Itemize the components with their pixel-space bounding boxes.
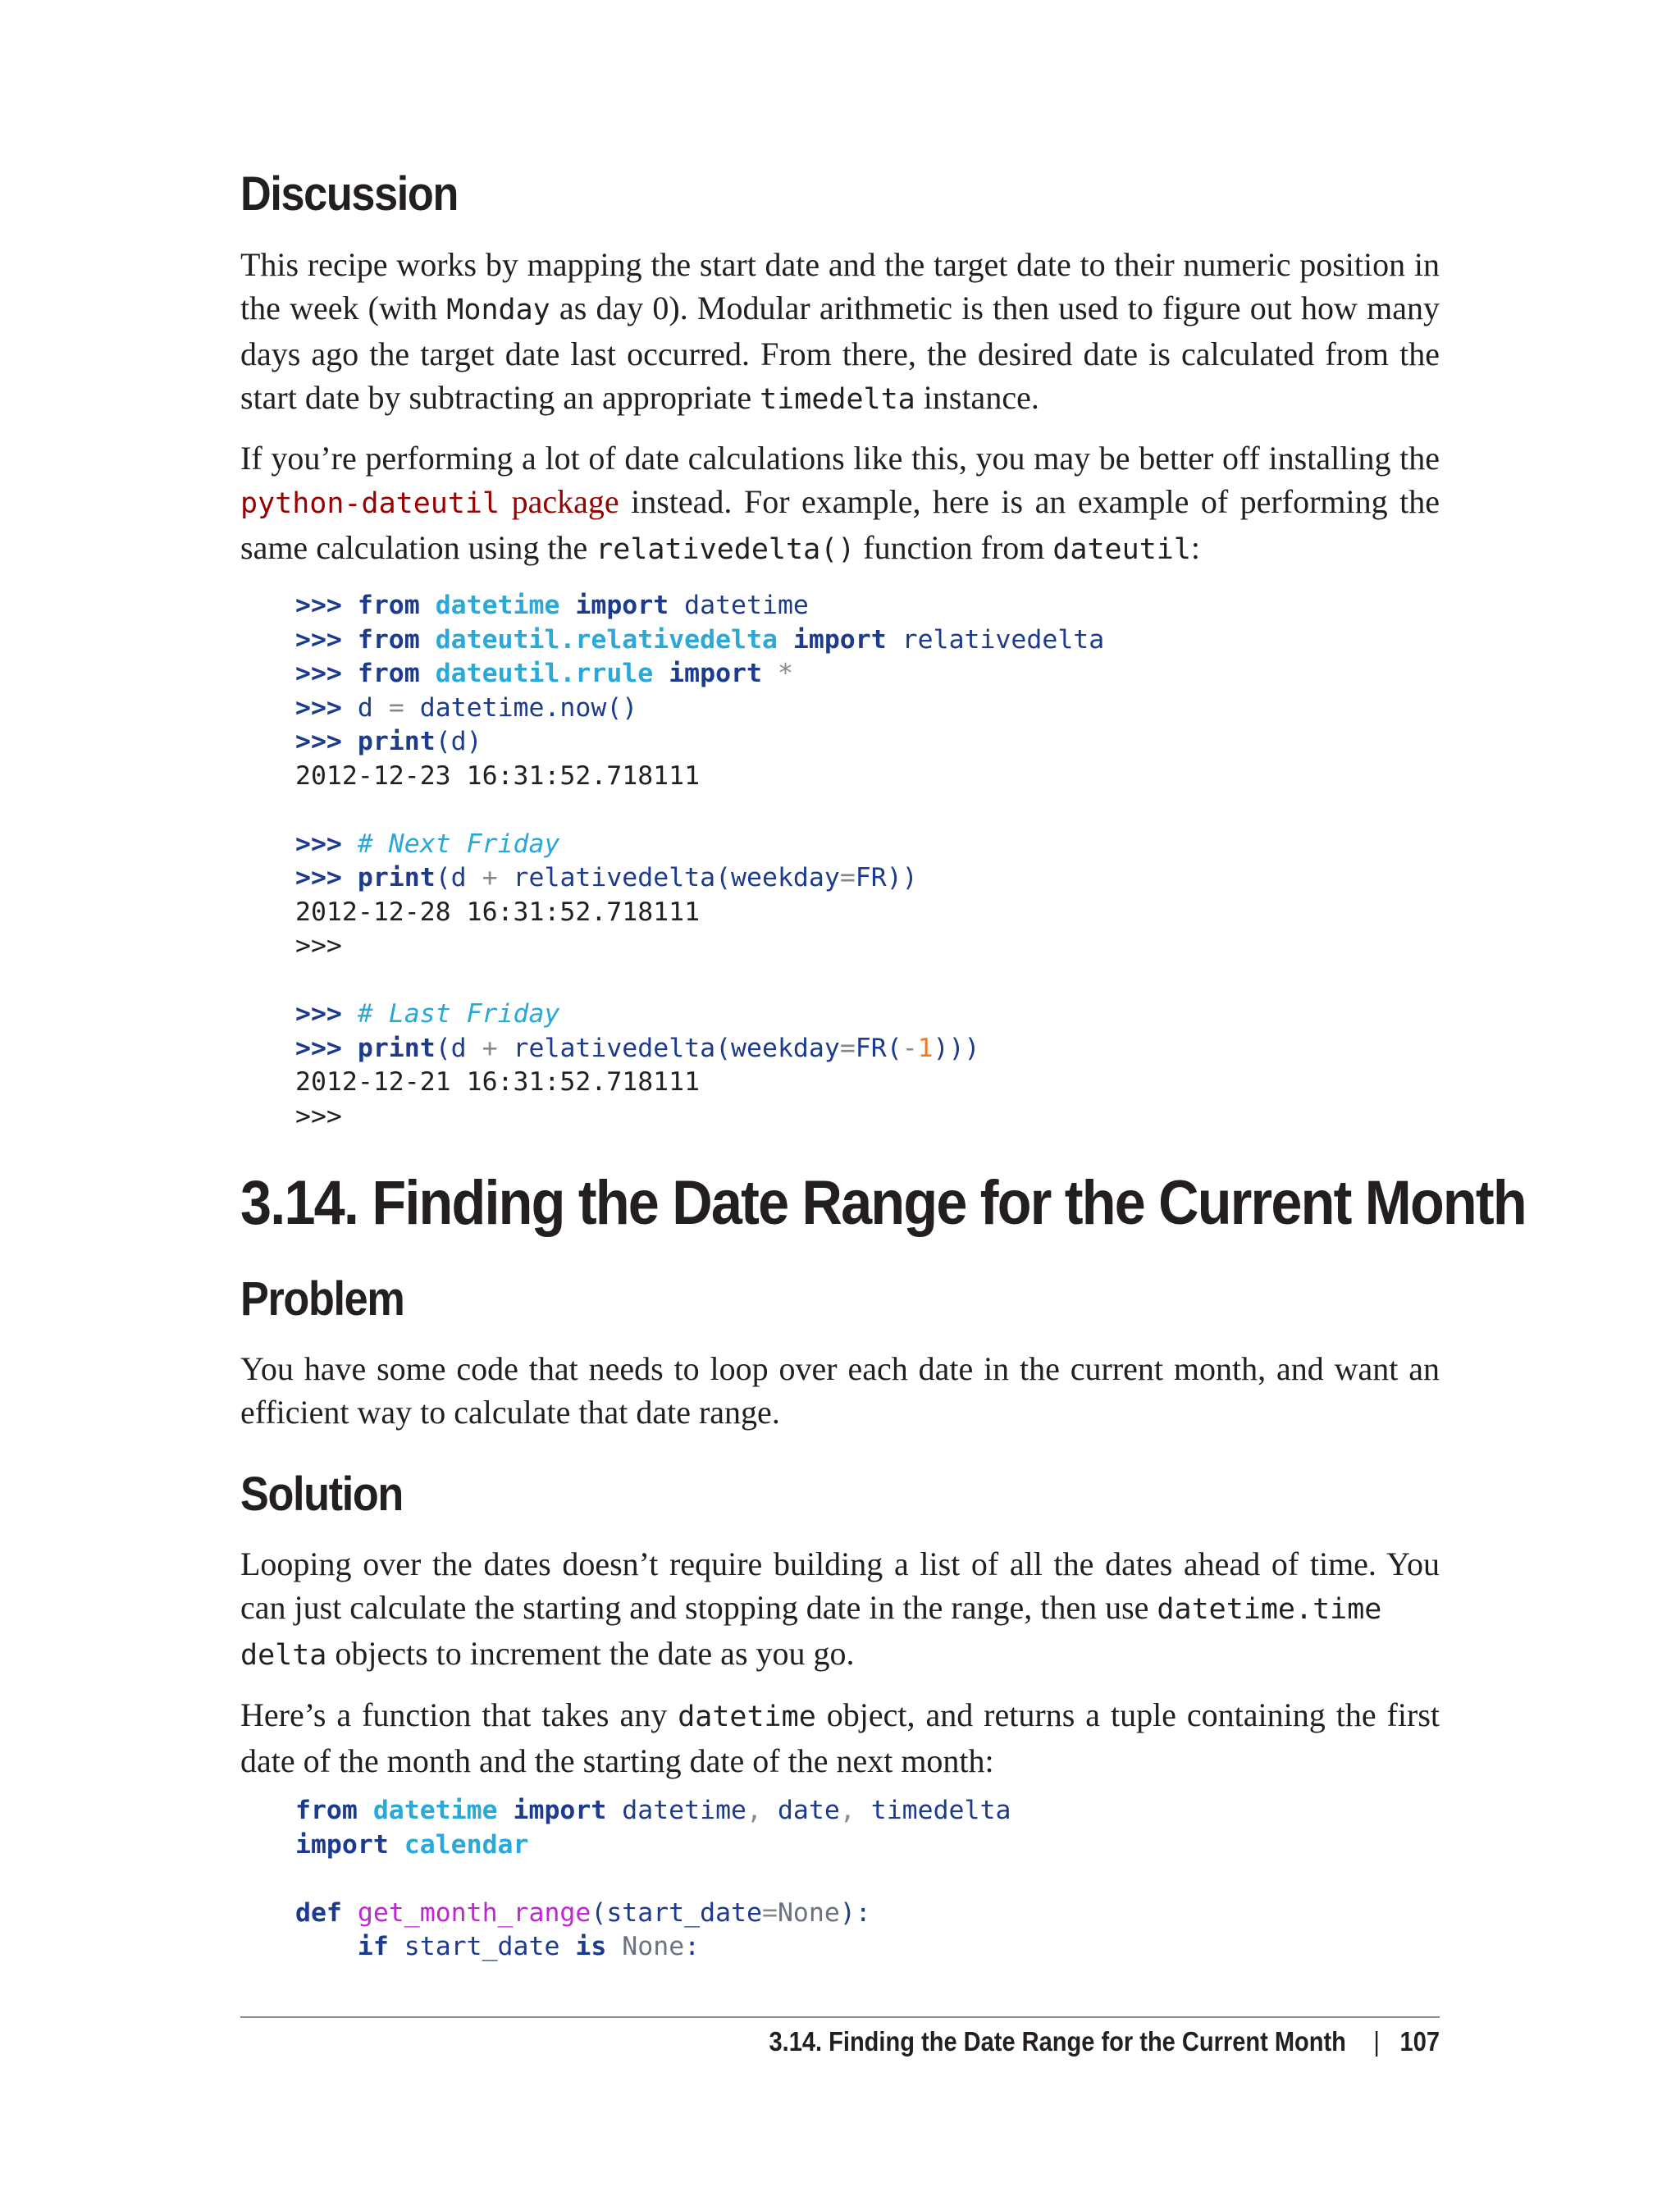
builtin: print [357,1033,436,1063]
python-dateutil-link[interactable] [240,483,619,520]
inline-code: datetime.time [1157,1593,1382,1626]
constant: None [777,1897,840,1928]
keyword: is [575,1932,607,1961]
name: d [357,692,373,723]
prompt: >>> [295,591,342,620]
discussion-paragraph-1 [240,243,1440,422]
name: date [777,1796,840,1825]
recipe-title-block [240,1168,1526,1238]
text-span: instance. [915,379,1039,416]
inline-code: relativedelta() [596,533,856,566]
text-span: function from [855,529,1053,566]
text-span: Looping over the dates doesn’t require building a list of all the dates ahead of time. You can just calculate the starting and stopping date in the range, then use [240,1545,1440,1626]
inline-code: datetime [678,1701,816,1733]
name: (d [435,1033,467,1063]
operator: * [777,659,793,688]
solution-paragraph-2 [240,1693,1440,1783]
name: FR( [855,1033,902,1063]
keyword: import [295,1829,389,1860]
keyword: import [513,1796,607,1825]
name: datetime [684,591,809,620]
text-span: objects to increment the date as you go. [326,1635,855,1672]
keyword: def [295,1897,342,1928]
code-block-dateutil-example [295,589,1104,1134]
punctuation: , [839,1796,856,1825]
prompt: >>> [295,999,342,1029]
name: relativedelta(weekday [513,1033,840,1063]
inline-code: delta [240,1639,327,1672]
name: FR)) [855,863,918,892]
name: relativedelta(weekday [513,863,840,892]
constant: None [622,1932,685,1961]
text-span: object, and returns a tuple containing the first date of the month and the starting date of the next month: [240,1696,1440,1779]
solution-heading: Solution [240,1468,403,1521]
module: dateutil.rrule [435,659,654,688]
prompt: >>> [295,692,342,723]
punctuation: ): [839,1897,871,1928]
text-span: instead. For example, here is an example of performing the same calculation using the [240,483,1440,566]
name: ))) [933,1033,980,1063]
function-name: get_month_range [357,1897,591,1928]
keyword: import [792,624,887,655]
keyword: if [357,1932,389,1961]
text-span: This recipe works by mapping the start date and the target date to their numeric position in the week (with [240,246,1440,326]
keyword: import [575,591,669,620]
keyword: from [357,624,420,655]
code-block-get-month-range [295,1794,1011,1965]
footer-separator: | [1373,2026,1380,2057]
problem-paragraph [240,1347,1440,1434]
module: dateutil.relativedelta [435,624,778,655]
number: 1 [917,1033,934,1063]
name: (d [435,863,467,892]
name: (d) [435,727,482,756]
name: .now() [544,692,638,723]
name: datetime [419,692,545,723]
name: start_date [404,1932,560,1961]
text-span: : [1190,529,1201,566]
operator: + [482,863,498,892]
name: relativedelta [902,624,1105,655]
page-footer [769,2026,1440,2057]
module: calendar [404,1829,529,1860]
solution-section [240,1468,1440,1521]
text-span: If you’re performing a lot of date calculations like this, you may be better off installing the [240,440,1440,477]
problem-heading: Problem [240,1272,404,1326]
discussion-heading: Discussion [240,167,458,221]
name: timedelta [870,1796,1011,1825]
prompt: >>> [295,624,342,655]
module: datetime [435,591,560,620]
keyword: from [357,591,420,620]
output-line: 2012-12-23 16:31:52.718111 [295,760,701,791]
prompt: >>> [295,863,342,892]
comment: # Next Friday [357,829,560,859]
recipe-title: 3.14. Finding the Date Range for the Current Month [240,1168,1526,1238]
text-span: as day 0). Modular arithmetic is then used to figure out how many days ago the target date last occurred. From there, the desired date is calculated from the start date by subtracting an appropriate [240,290,1440,416]
operator: = [839,1033,856,1063]
prompt-output: >>> [295,1101,342,1131]
prompt-output: >>> [295,931,342,961]
link-text[interactable]: package [500,483,619,520]
prompt: >>> [295,727,342,756]
discussion-section [240,168,1440,221]
punctuation: , [746,1796,762,1825]
name: (start_date [591,1897,762,1928]
keyword: from [357,659,420,688]
problem-text: You have some code that needs to loop over each date in the current month, and want an efficient way to calculate that date range. [240,1350,1440,1431]
page-number: 107 [1399,2026,1440,2057]
module: datetime [372,1796,498,1825]
name: datetime [622,1796,746,1825]
operator: + [482,1033,498,1063]
comment: # Last Friday [357,999,560,1029]
output-line: 2012-12-28 16:31:52.718111 [295,897,701,927]
prompt: >>> [295,1033,342,1063]
problem-section [240,1273,1440,1326]
keyword: import [669,659,762,688]
inline-code: dateutil [1052,533,1191,566]
prompt: >>> [295,829,342,859]
operator: = [388,692,404,723]
keyword: from [295,1796,358,1825]
builtin: print [357,727,436,756]
inline-code: Monday [446,294,550,326]
operator: = [761,1897,778,1928]
operator: = [839,863,856,892]
solution-paragraph-1 [240,1542,1440,1678]
punctuation: : [684,1932,701,1961]
output-line: 2012-12-21 16:31:52.718111 [295,1067,701,1097]
running-head: 3.14. Finding the Date Range for the Current Month [769,2026,1346,2057]
text-span: Here’s a function that takes any [240,1696,678,1733]
link-code[interactable]: python-dateutil [240,487,500,520]
discussion-paragraph-2 [240,436,1440,572]
operator: - [902,1033,918,1063]
inline-code: timedelta [760,383,915,416]
prompt: >>> [295,659,342,688]
footer-rule [240,2016,1440,2018]
builtin: print [357,863,436,892]
